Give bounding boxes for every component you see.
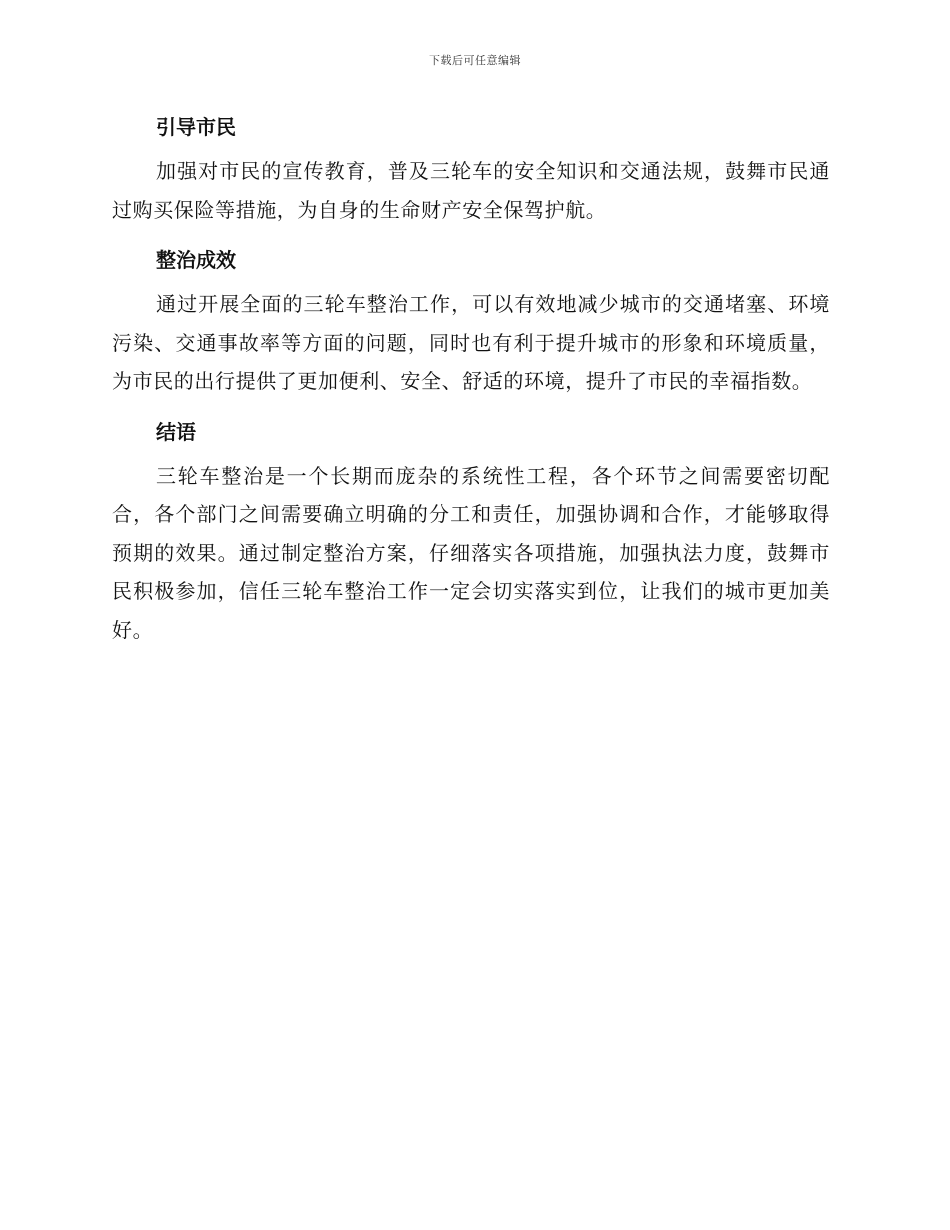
document-content <box>112 108 830 661</box>
header-note: 下载后可任意编辑 <box>429 54 521 67</box>
section-heading: 结语 <box>156 419 196 444</box>
section-conclusion <box>112 413 830 650</box>
section-heading: 整治成效 <box>156 248 236 272</box>
section-results <box>112 241 830 401</box>
section-paragraph: 通过开展全面的三轮车整治工作，可以有效地减少城市的交通堵塞、环境污染、交通事故率等方面的问题，同时也有利于提升城市的形象和环境质量，为市民的出行提供了更加便利、安全、舒适的环境，提升了市民的幸福指数。 <box>112 292 830 393</box>
section-guide-citizens <box>112 108 830 229</box>
section-paragraph: 三轮车整治是一个长期而庞杂的系统性工程，各个环节之间需要密切配合，各个部门之间需要确立明确的分工和责任，加强协调和合作，才能够取得预期的效果。通过制定整治方案，仔细落实各项措施，加强执法力度，鼓舞市民积极参加，信任三轮车整治工作一定会切实落实到位，让我们的城市更加美好。 <box>112 463 830 642</box>
section-paragraph: 加强对市民的宣传教育，普及三轮车的安全知识和交通法规，鼓舞市民通过购买保险等措施，为自身的生命财产安全保驾护航。 <box>112 159 830 222</box>
section-heading: 引导市民 <box>156 115 236 139</box>
